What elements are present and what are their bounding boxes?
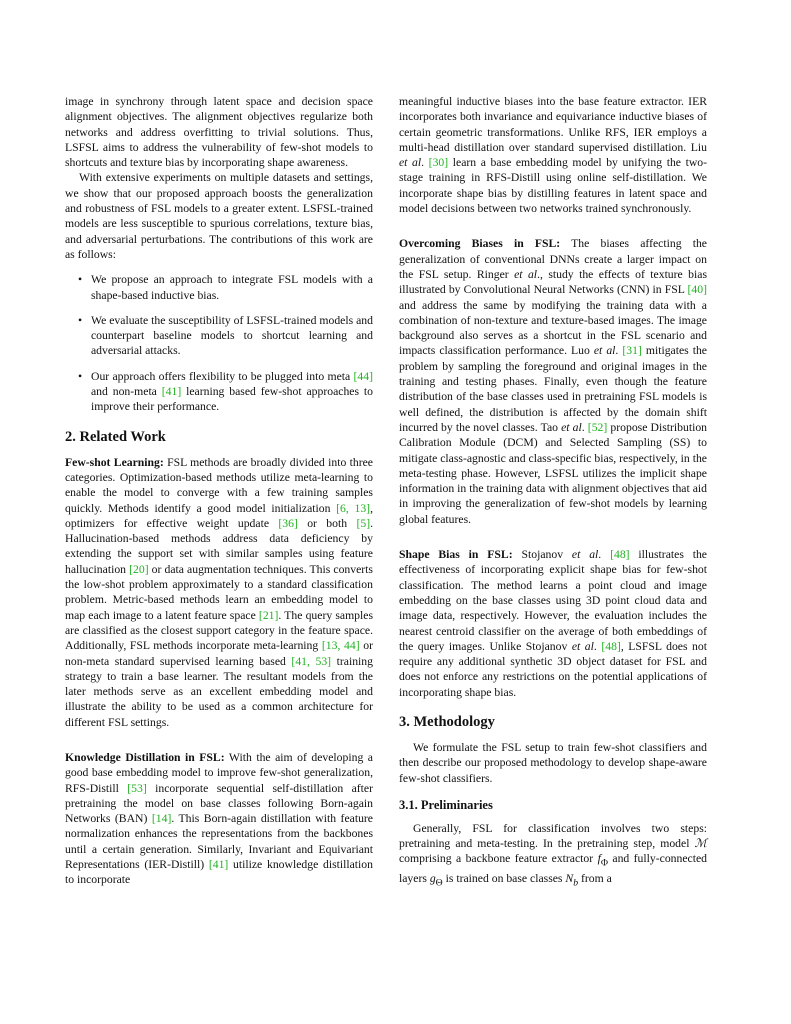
list-item: • We evaluate the susceptibility of LSFSL-trained models and counterpart baseline models to shortcut learning and adversarial attacks. (78, 313, 373, 358)
citation-link[interactable]: [14] (151, 812, 172, 826)
paragraph-few-shot-learning: Few-shot Learning: FSL methods are broadly divided into three categories. Optimization-based methods utilize meta-learning to enable the model to converge with a few training samples quickly. Methods identify a good model initialization [6, 13], optimizers for effective weight update [36] or both [5]. Hallucination-based methods address data deficiency by extending the support set with similar samples using feature hallucination [20] or data augmentation techniques. This converts the low-shot problem approximately to a standard classification problem. Metric-based methods learn an embedding model to map each image to a latent feature space [21]. The query samples are classified as the closest support category in the feature space. Additionally, FSL methods incorporate meta-learning [13, 44] or non-meta standard supervised learning based [41, 53] training strategy to train a base learner. The resultant models from the later methods serve as an excellent embedding model and illustrate the ability to be used as a common architecture for different FSL settings. (65, 455, 374, 729)
paragraph-heading: Shape Bias in FSL: (399, 548, 513, 562)
bullet-icon: • (78, 369, 83, 383)
citation-link[interactable]: [44] (353, 369, 373, 383)
math-fc-layers: g (429, 872, 436, 886)
right-column (399, 94, 707, 891)
paragraph-methodology-intro: We formulate the FSL setup to train few-shot classifiers and then describe our proposed methodology to develop shape-aware few-shot classifiers. (399, 740, 707, 785)
section-heading-related-work: 2. Related Work (65, 428, 166, 445)
bullet-icon: • (78, 273, 83, 287)
intro-paragraph-contributions: With extensive experiments on multiple datasets and settings, we show that our proposed approach boosts the generalization and robustness of FSL models to a greater extent. LSFSL-trained models are less susceptible to spurious correlations, texture bias, and adversarial perturbations. The contributions of this work are as follows: (65, 171, 373, 261)
citation-link[interactable]: [21] (258, 608, 279, 622)
math-backbone: f (597, 852, 601, 866)
citation-link[interactable]: [48] (610, 548, 630, 562)
section-heading-methodology: 3. Methodology (399, 713, 495, 730)
citation-link[interactable]: [41, 53] (291, 654, 332, 668)
paragraph-heading: Knowledge Distillation in FSL: (65, 750, 225, 764)
paragraph-preliminaries: Generally, FSL for classification involves two steps: pretraining and meta-testing. In the pretraining step, model ℳ comprising a backbone feature extractor $f_\Phi$ and fully-connected layers $g_\Theta$ is trained on base classes $N_b$ from a (399, 821, 707, 889)
intro-paragraph-continued: image in synchrony through latent space and decision space alignment objectives. The alignment objectives regularize both networks and address overfitting to trivial solutions. Thus, LSFSL aims to address the vulnerability of few-shot models to shortcuts and texture bias by incorporating shape awareness. (65, 95, 373, 170)
citation-link[interactable]: [5] (356, 516, 371, 530)
list-item: • Our approach offers flexibility to be plugged into meta [44] and non-meta [41] learning based few-shot approaches to improve their performance. (78, 369, 373, 414)
citation-link[interactable]: [20] (129, 562, 149, 576)
citation-link[interactable]: [31] (622, 344, 642, 358)
paragraph-knowledge-distillation: Knowledge Distillation in FSL: With the aim of developing a good base embedding model to improve few-shot generalization, RFS-Distill [53] incorporate sequential self-distillation after pretraining the model on base classes following Born-again Networks (BAN) [14]. This Born-again distillation with feature normalization enhances the representations from the backbones until a certain generation. Similarly, Invariant and Equivariant Representations (IER-Distill) [41] utilize knowledge distillation to incorporate (65, 750, 373, 887)
paragraph-heading: Overcoming Biases in FSL: (399, 237, 561, 251)
citation-link[interactable]: [30] (428, 156, 449, 170)
math-model: ℳ (694, 837, 707, 851)
bullet-icon: • (78, 313, 83, 327)
left-column (65, 94, 373, 888)
citation-link[interactable]: [6, 13] (336, 501, 371, 515)
paragraph-overcoming-biases: Overcoming Biases in FSL: The biases affecting the generalization of conventional DNNs create a larger impact on the FSL setup. Ringer et al., study the effects of texture bias illustrated by Convolutional Neural Networks (CNN) in FSL [40] and address the same by modifying the training data with a combination of non-texture and texture-based images. The image background also serves as a shortcut in the FSL scenario and impacts classification performance. Luo et al. [31] mitigates the problem by sampling the foreground and original images in the training and testing phases. Finally, even though the feature distribution of the base classes used in pretraining FSL models is well defined, the distribution is affected by the domain shift incurred by the novel classes. Tao et al. [52] propose Distribution Calibration Module (DCM) and Selected Sampling (SS) to mitigate class-agnostic and class-specific bias, respectively, in the meta-testing phase. However, LSFSL utilizes the implicit shape information in the training data with alignment objectives that aid in improving the generalization of few-shot models by learning global features. (399, 237, 708, 526)
subsection-heading-preliminaries: 3.1. Preliminaries (399, 797, 493, 812)
math-base-classes: N (565, 872, 574, 886)
paragraph-knowledge-distillation-continued: meaningful inductive biases into the base feature extractor. IER incorporates both invariance and equivariance inductive biases of certain geometric transformations. Unlike RFS, IER employs a multi-head distillation over standard supervised distillation. Liu et al. [30] learn a base embedding model by unifying the two-stage training in RFS-Distill using online self-distillation. We incorporate shape bias by distilling features in latent space and model decisions between two networks trained synchronously. (399, 95, 708, 216)
citation-link[interactable]: [40] (687, 283, 707, 297)
list-item: • We propose an approach to integrate FSL models with a shape-based inductive bias. (78, 273, 373, 302)
citation-link[interactable]: [53] (127, 781, 147, 795)
paragraph-shape-bias: Shape Bias in FSL: Stojanov et al. [48] illustrates the effectiveness of incorporating explicit shape bias for few-shot classification. The method learns a point cloud and image embedding on the base classes using 3D point cloud data and image data, respectively. However, the evaluation includes the nearest centroid classifier on the average of both embeddings of the query images. Unlike Stojanov et al. [48], LSFSL does not require any additional synthetic 3D object dataset for FSL and does not enforce any restrictions on the potential applications of incorporating shape bias. (399, 548, 707, 699)
contributions-list (65, 272, 373, 414)
citation-link[interactable]: [52] (587, 420, 608, 434)
citation-link[interactable]: [41] (208, 858, 229, 872)
citation-link[interactable]: [13, 44] (321, 639, 360, 653)
citation-link[interactable]: [41] (161, 385, 182, 399)
paragraph-heading: Few-shot Learning: (65, 455, 164, 469)
citation-link[interactable]: [48] (601, 639, 621, 653)
citation-link[interactable]: [36] (278, 516, 298, 530)
